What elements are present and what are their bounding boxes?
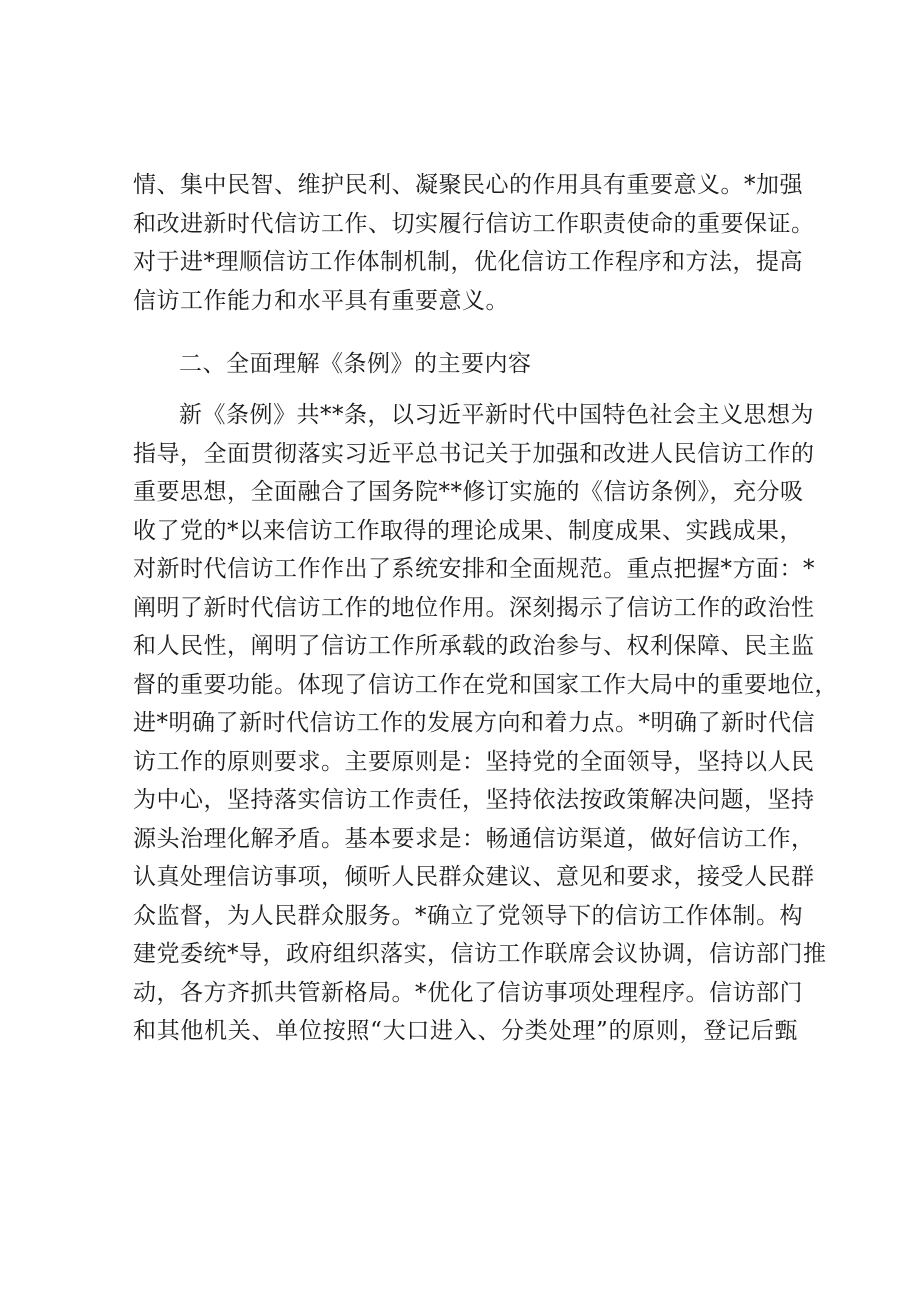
text-line: 和人民性，阐明了信访工作所承载的政治参与、权利保障、民主监: [133, 633, 815, 659]
text-line: 督的重要功能。体现了信访工作在党和国家工作大局中的重要地位，: [133, 671, 838, 698]
text-line: 新《条例》共**条，以习近平新时代中国特色社会主义思想为: [179, 402, 814, 428]
text-line: 重要思想，全面融合了国务院**修订实施的《信访条例》，充分吸: [133, 479, 804, 505]
text-line: 源头治理化解矛盾。基本要求是：畅通信访渠道，做好信访工作，: [133, 825, 815, 852]
text-line: 收了党的*以来信访工作取得的理论成果、制度成果、实践成果，: [133, 517, 803, 544]
text-line: 和改进新时代信访工作、切实履行信访工作职责使命的重要保证。: [133, 210, 815, 237]
paragraph-main-content: [133, 396, 838, 1051]
text-line: 对于进*理顺信访工作体制机制，优化信访工作程序和方法，提高: [133, 249, 803, 275]
paragraph-continued: [133, 166, 815, 320]
text-line: 阐明了新时代信访工作的地位作用。深刻揭示了信访工作的政治性: [133, 594, 815, 621]
text-line: 为中心，坚持落实信访工作责任，坚持依法按政策解决问题，坚持: [133, 787, 815, 813]
section-heading-text: 二、全面理解《条例》的主要内容: [179, 351, 532, 377]
text-line: 建党委统*导，政府组织落实，信访工作联席会议协调，信访部门推: [133, 941, 827, 967]
text-line: 众监督，为人民群众服务。*确立了党领导下的信访工作体制。构: [133, 902, 803, 929]
text-line: 对新时代信访工作作出了系统安排和全面规范。重点把握*方面：*: [133, 556, 815, 582]
text-line: 进*明确了新时代信访工作的发展方向和着力点。*明确了新时代信: [133, 710, 815, 736]
text-line: 访工作的原则要求。主要原则是：坚持党的全面领导，坚持以人民: [133, 748, 815, 775]
text-line: 动，各方齐抓共管新格局。*优化了信访事项处理程序。信访部门: [133, 979, 803, 1006]
section-heading: [133, 345, 798, 384]
text-line: 认真处理信访事项，倾听人民群众建议、意见和要求，接受人民群: [133, 864, 815, 890]
text-line: 指导，全面贯彻落实习近平总书记关于加强和改进人民信访工作的: [133, 440, 815, 467]
text-line: 信访工作能力和水平具有重要意义。: [133, 287, 509, 314]
text-line: 和其他机关、单位按照“大口进入、分类处理”的原则，登记后甄: [133, 1018, 798, 1044]
text-line: 情、集中民智、维护民利、凝聚民心的作用具有重要意义。*加强: [133, 172, 803, 198]
